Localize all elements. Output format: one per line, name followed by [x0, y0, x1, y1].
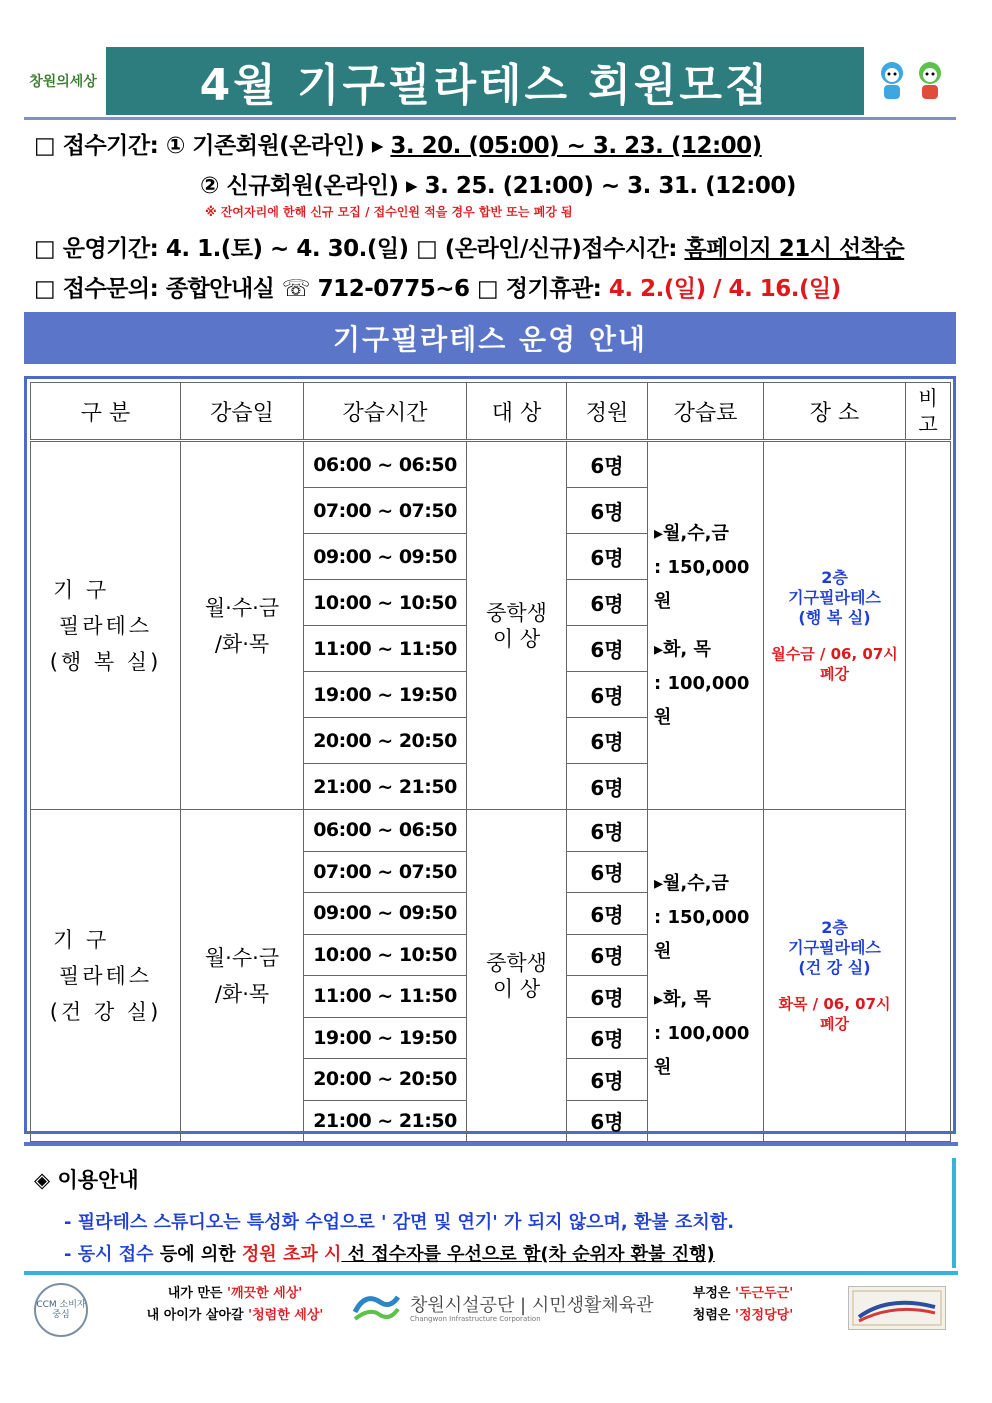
header-fee: 강습료: [648, 383, 764, 441]
fee-line-3: ▸화, 목: [654, 638, 711, 660]
ccm-badge: CCM 소비자중심: [34, 1283, 88, 1337]
category-cell: [31, 441, 181, 810]
city-logo: [28, 58, 98, 104]
place-cell: [764, 810, 906, 1142]
notice-priority: 선 접수자를 우선으로 함(차 순위자 환불 진행): [341, 1244, 715, 1265]
fee-line-2: : 150,000원: [654, 906, 750, 962]
fee-cell: [648, 441, 764, 810]
capacity-cell: 6명: [567, 893, 648, 935]
target-cell: [467, 810, 567, 1142]
fee-line-3: ▸화, 목: [654, 988, 711, 1010]
category-cell: [31, 810, 181, 1142]
capacity-cell: 6명: [567, 672, 648, 718]
slogan-3a: 부정은: [692, 1286, 735, 1301]
class-days-line-1: 월·수·금: [204, 595, 280, 620]
info-line-inquiry: [34, 270, 841, 303]
organization-logo: [350, 1287, 654, 1327]
class-time: 06:00 ~ 06:50: [304, 441, 467, 488]
class-time: 09:00 ~ 09:50: [304, 534, 467, 580]
period-label: □ 운영기간: 4. 1.(토) ~ 4. 30.(일) □ (온라인/신규)접수시간:: [34, 236, 685, 262]
closed-days: 4. 2.(일) / 4. 16.(일): [608, 276, 841, 302]
class-time: 10:00 ~ 10:50: [304, 934, 467, 976]
page-title: 4월 기구필라테스 회원모집: [106, 47, 864, 115]
class-time: 09:00 ~ 09:50: [304, 893, 467, 935]
place-line-3: (행 복 실): [798, 607, 871, 627]
class-time: 06:00 ~ 06:50: [304, 810, 467, 852]
slogan-clean: [140, 1283, 330, 1327]
slogan-4a: 청렴은: [692, 1308, 735, 1323]
slogan-3b: '두근두근': [735, 1286, 794, 1301]
info-line-registration: [34, 127, 762, 160]
category-line-2: 필라테스: [58, 613, 153, 638]
divider: [24, 1142, 958, 1146]
class-time: 21:00 ~ 21:50: [304, 764, 467, 810]
header-time: 강습시간: [304, 383, 467, 441]
slogan-1b: '깨끗한 세상': [227, 1286, 303, 1301]
org-english-name: Changwon Infrastructure Corporation: [410, 1315, 541, 1323]
inquiry-label: □ 접수문의: 종합안내실 ☏ 712-0775~6 □ 정기휴관:: [34, 276, 609, 302]
class-time: 19:00 ~ 19:50: [304, 1017, 467, 1059]
title-underline: [24, 117, 956, 120]
capacity-cell: 6명: [567, 718, 648, 764]
slogan-2b: '청렴한 세상': [248, 1308, 324, 1323]
fee-cell: [648, 810, 764, 1142]
notice-over-capacity: 정원 초과 시: [241, 1244, 342, 1265]
target-line-1: 중학생: [486, 950, 547, 975]
usage-notice: [24, 1158, 956, 1268]
notice-simultaneous: - 동시 접수: [64, 1244, 154, 1265]
class-time: 20:00 ~ 20:50: [304, 718, 467, 764]
capacity-cell: 6명: [567, 626, 648, 672]
header-remark: 비고: [906, 383, 951, 441]
registration-label: □ 접수기간: ① 기존회원(온라인) ▸: [34, 133, 391, 159]
class-time: 21:00 ~ 21:50: [304, 1100, 467, 1142]
table-header-row: [31, 383, 951, 441]
class-time: 11:00 ~ 11:50: [304, 626, 467, 672]
capacity-cell: 6명: [567, 534, 648, 580]
place-cell: [764, 441, 906, 810]
fee-line-4: : 100,000원: [654, 672, 750, 728]
capacity-cell: 6명: [567, 1059, 648, 1101]
capacity-cell: 6명: [567, 1017, 648, 1059]
category-line-1: 기 구: [53, 927, 110, 952]
table-row: [31, 810, 951, 852]
notice-text: 등에 의한: [153, 1244, 242, 1265]
class-time: 20:00 ~ 20:50: [304, 1059, 467, 1101]
header-day: 강습일: [181, 383, 304, 441]
capacity-cell: 6명: [567, 580, 648, 626]
place-line-2: 기구필라테스: [788, 587, 881, 607]
certificate-icon: [848, 1286, 946, 1330]
remark-cell: [906, 441, 951, 1142]
capacity-cell: 6명: [567, 934, 648, 976]
target-cell: [467, 441, 567, 810]
fee-line-1: ▸월,수,금: [654, 872, 729, 894]
notice-line-1: - 필라테스 스튜디오는 특성화 수업으로 ' 감면 및 연기' 가 되지 않으며, 환불 조치함.: [64, 1212, 735, 1233]
class-time: 10:00 ~ 10:50: [304, 580, 467, 626]
header-target: 대 상: [467, 383, 567, 441]
target-line-2: 이 상: [492, 976, 541, 1001]
org-name: 창원시설공단 | 시민생활체육관: [410, 1295, 654, 1316]
slogan-2a: 내 아이가 살아갈: [146, 1308, 249, 1323]
fee-line-2: : 150,000원: [654, 556, 750, 612]
place-note-1: 화목 / 06, 07시: [778, 994, 891, 1013]
fee-line-4: : 100,000원: [654, 1022, 750, 1078]
place-note-2: 폐강: [820, 664, 849, 683]
header-place: 장 소: [764, 383, 906, 441]
notice-line-2: [64, 1240, 715, 1266]
notice-title: ◈ 이용안내: [34, 1168, 139, 1192]
class-days-line-2: /화·목: [214, 631, 270, 656]
class-time: 07:00 ~ 07:50: [304, 488, 467, 534]
header-category: 구 분: [31, 383, 181, 441]
place-note-2: 폐강: [820, 1014, 849, 1033]
category-line-3: (행 복 실): [49, 649, 162, 674]
slogan-4b: '정정당당': [735, 1308, 794, 1323]
capacity-cell: 6명: [567, 441, 648, 488]
org-emblem-icon: [350, 1287, 400, 1327]
header-capacity: 정원: [567, 383, 648, 441]
registration-existing-date: 3. 20. (05:00) ~ 3. 23. (12:00): [390, 133, 762, 159]
class-days-cell: [181, 810, 304, 1142]
target-line-1: 중학생: [486, 600, 547, 625]
place-note-1: 월수금 / 06, 07시: [771, 644, 898, 663]
class-days-cell: [181, 441, 304, 810]
capacity-cell: 6명: [567, 764, 648, 810]
capacity-cell: 6명: [567, 488, 648, 534]
footer-divider: [24, 1271, 958, 1275]
slogan-integrity: [668, 1283, 818, 1327]
mascot-icon: [872, 55, 952, 105]
class-time: 11:00 ~ 11:50: [304, 976, 467, 1018]
online-registration-time: 홈페이지 21시 선착순: [684, 236, 905, 262]
capacity-cell: 6명: [567, 1100, 648, 1142]
place-line-2: 기구필라테스: [788, 937, 881, 957]
schedule-table: [24, 376, 956, 1134]
capacity-cell: 6명: [567, 976, 648, 1018]
place-line-3: (건 강 실): [798, 957, 871, 977]
category-line-1: 기 구: [53, 577, 110, 602]
info-line-period: [34, 230, 904, 263]
capacity-cell: 6명: [567, 810, 648, 852]
place-line-1: 2층: [821, 567, 848, 587]
table-row: [31, 441, 951, 488]
class-time: 07:00 ~ 07:50: [304, 851, 467, 893]
category-line-3: (건 강 실): [49, 999, 162, 1024]
class-days-line-1: 월·수·금: [204, 945, 280, 970]
target-line-2: 이 상: [492, 626, 541, 651]
place-line-1: 2층: [821, 917, 848, 937]
registration-note: ※ 잔여자리에 한해 신규 모집 / 접수인원 적을 경우 합반 또는 폐강 됨: [205, 205, 573, 219]
class-days-line-2: /화·목: [214, 981, 270, 1006]
category-line-2: 필라테스: [58, 963, 153, 988]
info-line-new-members: ② 신규회원(온라인) ▸ 3. 25. (21:00) ~ 3. 31. (12:00): [200, 173, 796, 199]
city-logo-text: 창원의세상: [29, 74, 97, 90]
slogan-1a: 내가 만든: [167, 1286, 227, 1301]
class-time: 19:00 ~ 19:50: [304, 672, 467, 718]
capacity-cell: 6명: [567, 851, 648, 893]
fee-line-1: ▸월,수,금: [654, 522, 729, 544]
section-banner: 기구필라테스 운영 안내: [24, 312, 956, 364]
